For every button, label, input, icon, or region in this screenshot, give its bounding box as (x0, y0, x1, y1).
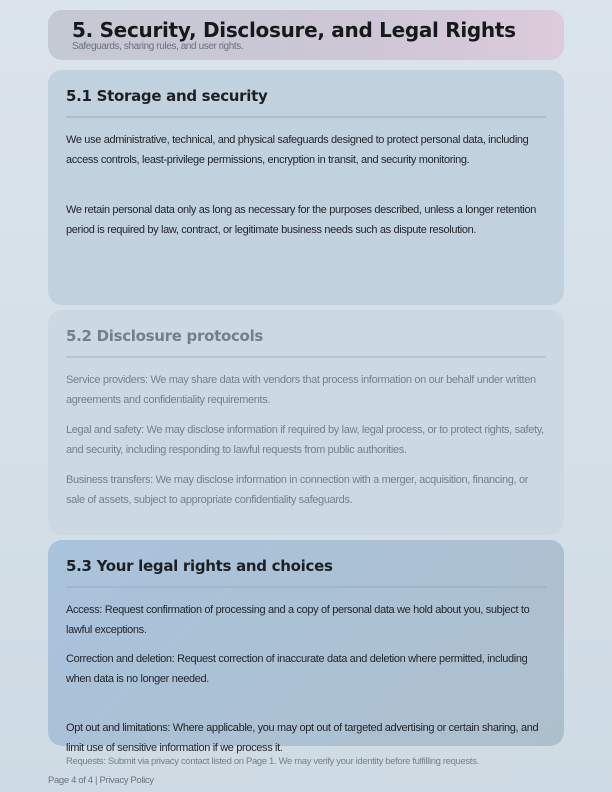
paragraph: We retain personal data only as long as necessary for the purposes described, unless a longer retention period is required by law, contract, or legitimate business needs such as dispute resolution. (66, 204, 537, 236)
paragraph: Business transfers: We may disclose information in connection with a merger, acquisition, financing, or sale of assets, subject to appropriate confidentiality safeguards. (66, 474, 529, 506)
paragraph: We use administrative, technical, and physical safeguards designed to protect personal data, including access controls, least-privilege permissions, encryption in transit, and security monitoring. (66, 134, 529, 166)
storage-security-card (48, 70, 564, 305)
section-heading: 5.3 Your legal rights and choices (66, 557, 546, 588)
paragraph: Access: Request confirmation of processing and a copy of personal data we hold about you, subject to lawful exceptions. (66, 604, 530, 636)
section-heading: 5.1 Storage and security (66, 87, 546, 118)
page-title: 5. Security, Disclosure, and Legal Rights (72, 18, 516, 42)
page-footer: Page 4 of 4 | Privacy Policy (48, 775, 154, 786)
legal-rights-card (48, 540, 564, 754)
section-header (48, 10, 564, 60)
paragraph: Legal and safety: We may disclose information if required by law, legal process, or to protect rights, safety, and security, including responding to lawful requests from public authorities. (66, 424, 544, 456)
disclosure-protocols-card (48, 310, 564, 535)
paragraph: Correction and deletion: Request correction of inaccurate data and deletion where permitted, including when data is no longer needed. (66, 653, 528, 685)
paragraph: Opt out and limitations: Where applicable, you may opt out of targeted advertising or certain sharing, and limit use of sensitive information if we process it. (66, 722, 539, 754)
page-subtitle: Safeguards, sharing rules, and user rights. (72, 41, 244, 52)
section-heading: 5.2 Disclosure protocols (66, 327, 546, 358)
paragraph: Service providers: We may share data with vendors that process information on our behalf under written agreements and confidentiality requirements. (66, 374, 536, 406)
requests-note: Requests: Submit via privacy contact listed on Page 1. We may verify your identity before fulfilling requests. (66, 756, 479, 767)
